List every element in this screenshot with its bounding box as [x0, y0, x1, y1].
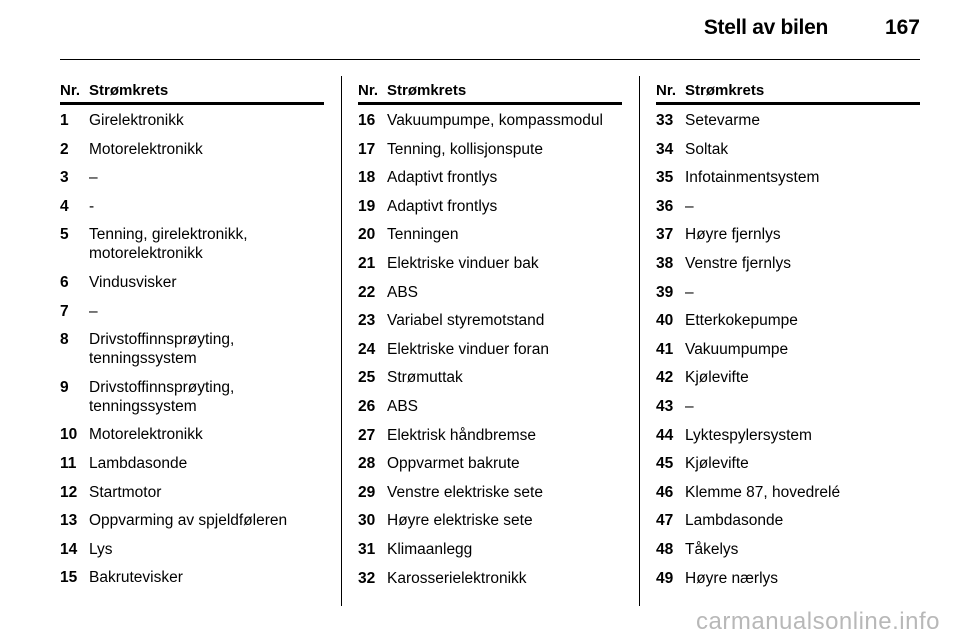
fuse-circuit: –: [89, 169, 98, 187]
fuse-number: 24: [358, 340, 376, 358]
fuse-row: [656, 426, 920, 445]
fuse-circuit: Vindusvisker: [89, 273, 177, 291]
table-header: [60, 80, 324, 105]
fuse-number: 6: [60, 273, 69, 291]
fuse-number: 15: [60, 569, 78, 587]
fuse-number: 19: [358, 197, 376, 215]
fuse-circuit: Vakuumpumpe: [685, 340, 789, 358]
fuse-number: 18: [358, 169, 376, 187]
fuse-row: [60, 378, 324, 416]
fuse-number: 9: [60, 378, 69, 396]
table-header: [358, 80, 622, 105]
fuse-number: 16: [358, 112, 376, 129]
fuse-circuit: Klimaanlegg: [387, 540, 473, 558]
fuse-row: [60, 225, 324, 263]
fuse-row: [358, 569, 622, 588]
fuse-number: 27: [358, 426, 376, 444]
header-nr: Nr.: [358, 82, 379, 99]
fuse-circuit: Klemme 87, hovedrelé: [685, 483, 841, 501]
fuse-circuit: Soltak: [685, 140, 729, 158]
fuse-table-column-1: [60, 80, 324, 597]
table-header: [656, 80, 920, 105]
fuse-row: [656, 197, 920, 216]
fuse-circuit: Girelektronikk: [89, 112, 184, 129]
fuse-circuit: Tåkelys: [685, 540, 739, 558]
fuse-circuit: Lys: [89, 540, 113, 558]
fuse-row: [358, 283, 622, 302]
fuse-number: 47: [656, 512, 674, 530]
fuse-number: 43: [656, 397, 674, 415]
fuse-number: 29: [358, 483, 376, 501]
watermark: carmanualsonline.info: [696, 608, 940, 635]
fuse-circuit: Startmotor: [89, 483, 162, 501]
fuse-row: [60, 540, 324, 559]
column-divider: [341, 76, 342, 606]
fuse-list: [656, 105, 920, 588]
fuse-circuit: ABS: [387, 397, 419, 415]
fuse-number: 38: [656, 254, 674, 272]
fuse-circuit: Lyktespylersystem: [685, 426, 812, 444]
fuse-circuit: Infotainmentsystem: [685, 169, 820, 187]
column-divider: [639, 76, 640, 606]
fuse-row: [656, 140, 920, 159]
fuse-table-column-2: [358, 80, 622, 597]
fuse-circuit: Høyre fjernlys: [685, 226, 781, 244]
fuse-row: [358, 454, 622, 473]
fuse-number: 33: [656, 112, 674, 129]
fuse-row: [656, 225, 920, 244]
fuse-circuit: –: [89, 302, 98, 320]
fuse-circuit: Kjølevifte: [685, 455, 749, 473]
fuse-row: [358, 311, 622, 330]
fuse-row: [60, 330, 324, 368]
fuse-circuit: –: [685, 197, 694, 215]
fuse-row: [656, 254, 920, 273]
fuse-circuit: Elektriske vinduer foran: [387, 340, 549, 358]
fuse-circuit: Tenning, kollisjonspute: [387, 140, 543, 158]
fuse-row: [656, 397, 920, 416]
fuse-number: 40: [656, 312, 674, 330]
fuse-number: 26: [358, 397, 376, 415]
fuse-row: [358, 225, 622, 244]
fuse-row: [656, 340, 920, 359]
fuse-number: 34: [656, 140, 674, 158]
fuse-number: 42: [656, 369, 674, 387]
fuse-table-column-3: [656, 80, 920, 597]
fuse-row: [60, 140, 324, 159]
fuse-row: [656, 283, 920, 302]
fuse-row: [358, 483, 622, 502]
fuse-row: [358, 254, 622, 273]
fuse-circuit: Drivstoffinnsprøyting, tenningssystem: [89, 331, 235, 368]
header-circuit: Strømkrets: [387, 82, 467, 99]
fuse-number: 11: [60, 454, 77, 472]
fuse-row: [656, 454, 920, 473]
fuse-row: [358, 397, 622, 416]
fuse-row: [358, 168, 622, 187]
fuse-circuit: Drivstoffinnsprøyting, tenningssystem: [89, 378, 235, 415]
fuse-number: 22: [358, 283, 376, 301]
fuse-row: [60, 111, 324, 130]
fuse-number: 21: [358, 254, 376, 272]
fuse-row: [60, 511, 324, 530]
fuse-number: 41: [656, 340, 674, 358]
fuse-number: 12: [60, 483, 78, 501]
fuse-number: 7: [60, 302, 69, 320]
fuse-number: 30: [358, 512, 376, 530]
fuse-number: 1: [60, 112, 69, 129]
fuse-circuit: Tenningen: [387, 226, 459, 244]
page-number: 167: [884, 16, 920, 39]
fuse-circuit: –: [685, 397, 694, 415]
fuse-number: 28: [358, 455, 376, 473]
fuse-circuit: Motorelektronikk: [89, 426, 203, 444]
fuse-circuit: Adaptivt frontlys: [387, 197, 498, 215]
page-title: Stell av bilen: [703, 16, 828, 39]
fuse-circuit: Strømuttak: [387, 369, 463, 387]
fuse-row: [358, 426, 622, 445]
fuse-row: [358, 368, 622, 387]
fuse-row: [60, 425, 324, 444]
fuse-circuit: Etterkokepumpe: [685, 312, 798, 330]
fuse-row: [358, 140, 622, 159]
fuse-row: [60, 197, 324, 216]
fuse-circuit: Elektriske vinduer bak: [387, 254, 539, 272]
fuse-circuit: Lambdasonde: [89, 454, 188, 472]
fuse-circuit: Høyre nærlys: [685, 569, 779, 587]
fuse-circuit: Variabel styremotstand: [387, 312, 545, 330]
fuse-row: [358, 111, 622, 130]
fuse-number: 46: [656, 483, 674, 501]
fuse-circuit: Vakuumpumpe, kompassmodul: [387, 112, 603, 129]
fuse-number: 45: [656, 455, 674, 473]
fuse-number: 35: [656, 169, 674, 187]
fuse-number: 44: [656, 426, 674, 444]
header-nr: Nr.: [656, 82, 677, 99]
fuse-number: 2: [60, 140, 69, 158]
page-header: [60, 16, 920, 48]
fuse-row: [60, 273, 324, 292]
fuse-row: [656, 540, 920, 559]
fuse-circuit: -: [89, 197, 95, 215]
fuse-number: 48: [656, 540, 674, 558]
fuse-number: 10: [60, 426, 78, 444]
fuse-circuit: Oppvarmet bakrute: [387, 455, 520, 473]
header-divider: [60, 59, 920, 60]
fuse-list: [60, 105, 324, 587]
fuse-circuit: Karosserielektronikk: [387, 569, 527, 587]
fuse-number: 14: [60, 540, 78, 558]
fuse-circuit: Bakrutevisker: [89, 569, 183, 587]
fuse-circuit: Motorelektronikk: [89, 140, 203, 158]
fuse-row: [358, 197, 622, 216]
fuse-row: [358, 340, 622, 359]
fuse-circuit: Oppvarming av spjeldføleren: [89, 512, 288, 530]
fuse-circuit: Lambdasonde: [685, 512, 784, 530]
fuse-row: [656, 168, 920, 187]
fuse-number: 39: [656, 283, 674, 301]
fuse-number: 32: [358, 569, 376, 587]
fuse-number: 31: [358, 540, 376, 558]
fuse-number: 5: [60, 226, 69, 244]
fuse-circuit: Setevarme: [685, 112, 760, 129]
fuse-circuit: Tenning, girelektronikk, motorelektronikk: [89, 226, 248, 263]
fuse-circuit: Kjølevifte: [685, 369, 749, 387]
fuse-row: [656, 311, 920, 330]
fuse-number: 36: [656, 197, 674, 215]
header-nr: Nr.: [60, 82, 81, 99]
fuse-number: 8: [60, 331, 69, 349]
fuse-number: 13: [60, 512, 78, 530]
fuse-row: [358, 540, 622, 559]
fuse-circuit: ABS: [387, 283, 419, 301]
header-circuit: Strømkrets: [89, 82, 169, 99]
fuse-circuit: Adaptivt frontlys: [387, 169, 498, 187]
fuse-circuit: Venstre fjernlys: [685, 254, 791, 272]
fuse-row: [60, 568, 324, 587]
fuse-row: [60, 454, 324, 473]
fuse-circuit: –: [685, 283, 694, 301]
fuse-row: [656, 569, 920, 588]
fuse-row: [656, 511, 920, 530]
fuse-row: [656, 483, 920, 502]
fuse-number: 25: [358, 369, 376, 387]
fuse-number: 4: [60, 197, 69, 215]
fuse-number: 20: [358, 226, 376, 244]
fuse-list: [358, 105, 622, 588]
fuse-row: [60, 302, 324, 321]
fuse-row: [60, 483, 324, 502]
fuse-row: [60, 168, 324, 187]
fuse-circuit: Høyre elektriske sete: [387, 512, 533, 530]
fuse-row: [656, 111, 920, 130]
fuse-number: 3: [60, 169, 69, 187]
fuse-number: 23: [358, 312, 376, 330]
fuse-number: 37: [656, 226, 674, 244]
fuse-circuit: Venstre elektriske sete: [387, 483, 543, 501]
fuse-number: 49: [656, 569, 674, 587]
fuse-number: 17: [358, 140, 376, 158]
fuse-row: [358, 511, 622, 530]
fuse-row: [656, 368, 920, 387]
fuse-circuit: Elektrisk håndbremse: [387, 426, 537, 444]
header-circuit: Strømkrets: [685, 82, 765, 99]
